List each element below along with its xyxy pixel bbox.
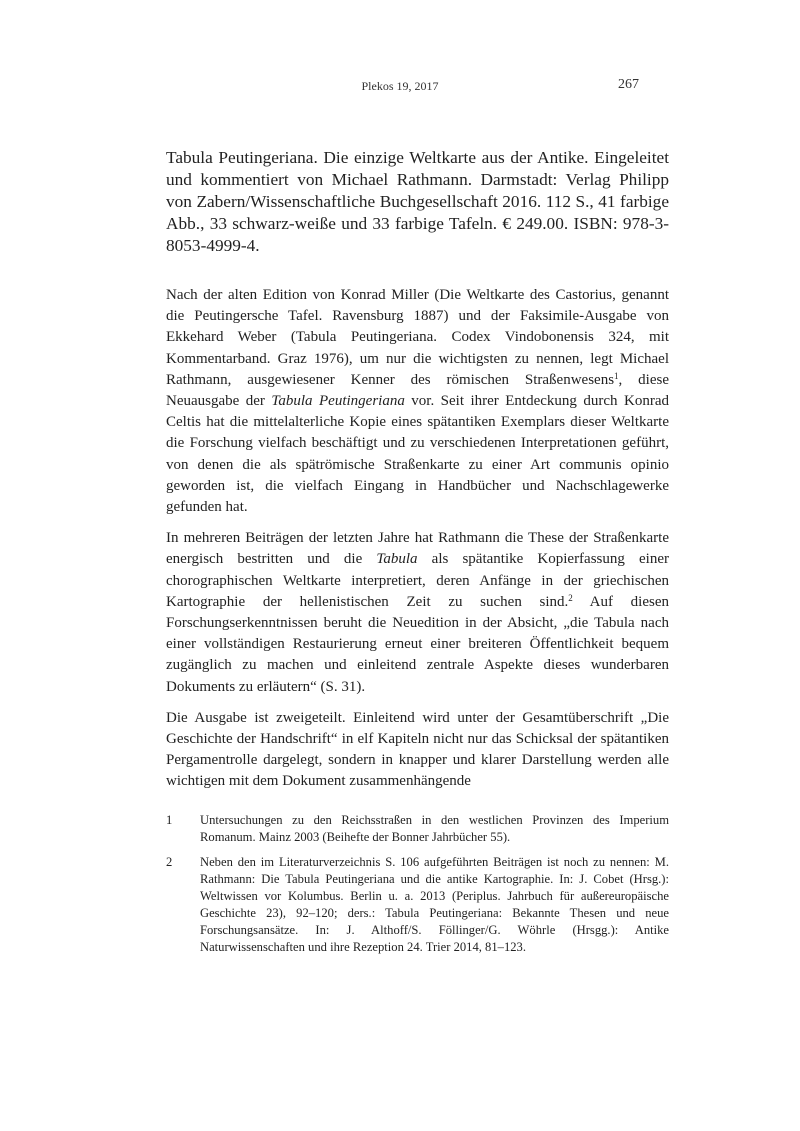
text-run: In mehreren Beiträgen der letzten Jahre hat Rathmann die These der Straßenkarte energisch bestritten und die	[166, 530, 669, 568]
paragraph-2	[166, 528, 669, 698]
text-run: , diese Neuausgabe der	[166, 371, 669, 410]
footnote-text: Untersuchungen zu den Reichsstraßen in den westlichen Provinzen des Imperium Romanum. Mainz 2003 (Beihefte der Bonner Jahrbücher 55).	[200, 812, 669, 844]
italic-title: Tabula	[376, 551, 418, 568]
footnote-ref-2[interactable]: 2	[568, 592, 573, 603]
review-body	[166, 285, 669, 793]
text-run: Nach der alten Edition von Konrad Miller (Die Weltkarte des Castorius, genannt die Peutingersche Tafel. Ravensburg 1887) und der Faksimile-Ausgabe von Ekkehard Weber (Tabula Peutingeriana. Codex Vindobonensis 324, mit Kommentarband. Graz 1976), um nur die wichtigsten zu nennen, legt Michael Rathmann, ausgewiesener Kenner des römischen Straßenwesens	[166, 287, 669, 388]
text-run: vor. Seit ihrer Entdeckung durch Konrad Celtis hat die mittelalterliche Kopie eines spätantiken Exemplars dieser Weltkarte die Forschung vielfach beschäftigt und zu verschiedenen Interpretationen geführt, von denen die als spätrömische Straßenkarte zu einer Art communis opinio geworden ist, die vielfach Eingang in Handbücher und Nachschlagewerke gefunden hat.	[166, 393, 669, 516]
page-header	[0, 77, 800, 97]
footnote	[166, 812, 669, 846]
italic-title: Tabula Peutingeriana	[271, 393, 405, 410]
footnote-number: 2	[166, 854, 173, 869]
paragraph-1	[166, 285, 669, 518]
footnote-number: 1	[166, 812, 173, 827]
footnote	[166, 854, 669, 956]
footnote-ref-1[interactable]: 1	[614, 370, 619, 381]
paragraph-3: Die Ausgabe ist zweigeteilt. Einleitend wird unter der Gesamtüberschrift „Die Geschichte der Handschrift“ in elf Kapiteln nicht nur das Schicksal der spätantiken Pergamentrolle dargelegt, sondern in knapper und klarer Darstellung werden alle wichtigen mit dem Dokument zusammenhängende	[166, 709, 669, 790]
footnote-text: Neben den im Literaturverzeichnis S. 106 aufgeführten Beiträgen ist noch zu nennen: M. Rathmann: Die Tabula Peutingeriana und die antike Kartographie. In: J. Cobet (Hrsg.): Weltwissen vor Kolumbus. Berlin u. a. 2013 (Periplus. Jahrbuch für außereuropäische Geschichte 23), 92–120; ders.: Tabula Peutingeriana: Bekannte Thesen und neue Forschungsansätze. In: J. Althoff/S. Föllinger/G. Wöhrle (Hrsgg.): Antike Naturwissenschaften und ihre Rezeption 24. Trier 2014, 81–123.	[200, 854, 669, 954]
page-number: 267	[618, 77, 639, 92]
footnotes	[166, 812, 669, 956]
main-content	[166, 147, 669, 956]
text-run: Auf diesen Forschungserkenntnissen beruht die Neuedition in der Absicht, „die Tabula nach einer vollständigen Restaurierung erneut einer breiteren Öffentlichkeit bequem zugänglich zu machen und einleitend zentrale Aspekte dieses wunderbaren Dokuments zu erläutern“ (S. 31).	[166, 593, 669, 695]
text-run: als spätantike Kopierfassung einer chorographischen Weltkarte interpretiert, deren Anfänge in der griechischen Kartographie der hellenistischen Zeit zu suchen sind.	[166, 551, 669, 610]
running-head: Plekos 19, 2017	[361, 79, 439, 93]
bibliographic-entry: Tabula Peutingeriana. Die einzige Weltkarte aus der Antike. Eingeleitet und kommentiert von Michael Rathmann. Darmstadt: Verlag Philipp von Zabern/Wissenschaftliche Buchgesellschaft 2016. 112 S., 41 farbige Abb., 33 schwarz-weiße und 33 farbige Tafeln. € 249.00. ISBN: 978-3-8053-4999-4.	[166, 148, 669, 255]
